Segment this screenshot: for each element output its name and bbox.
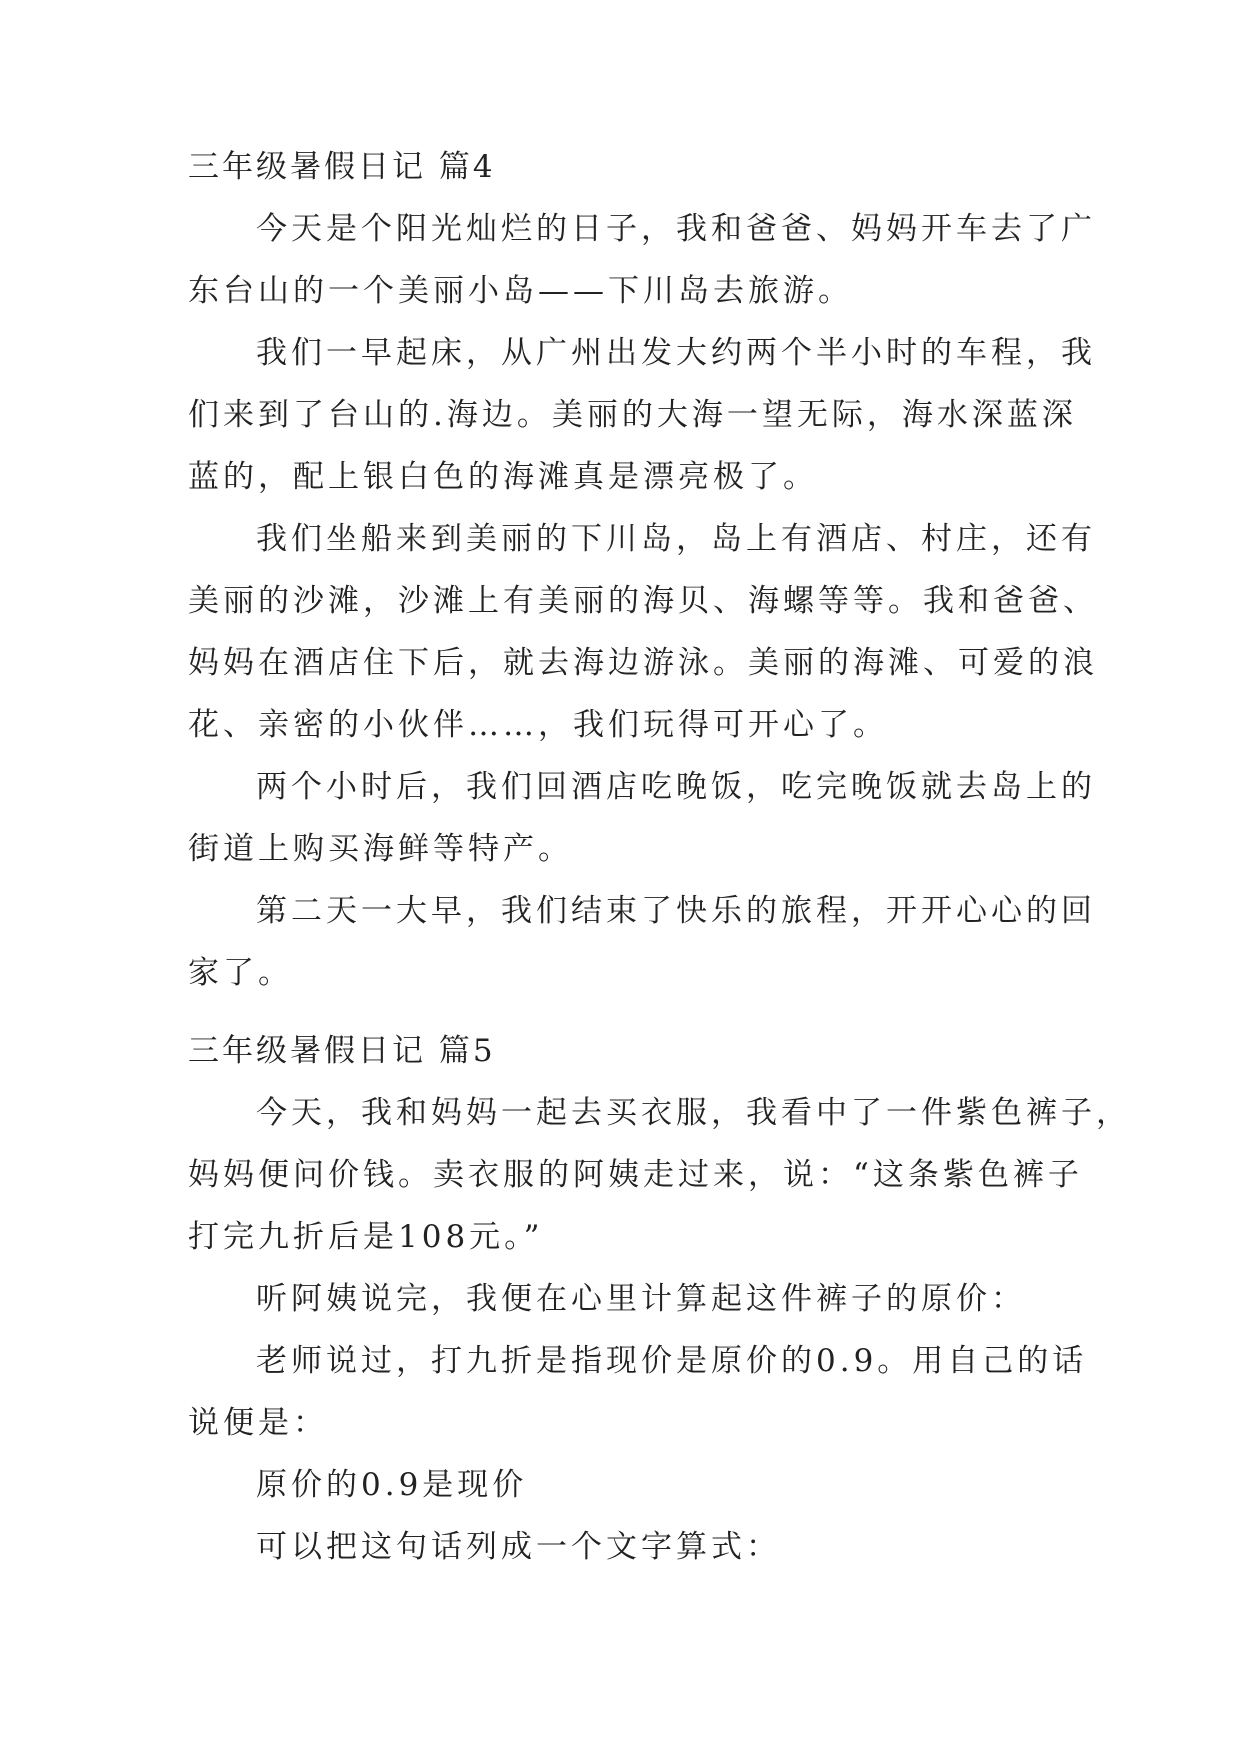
paragraph-line: 老师说过，打九折是指现价是原价的0.9。用自己的话 [256, 1343, 1088, 1379]
paragraph-line: 我们坐船来到美丽的下川岛，岛上有酒店、村庄，还有 [256, 521, 1096, 557]
paragraph-line: 原价的0.9是现价 [256, 1467, 528, 1503]
paragraph-line: 两个小时后，我们回酒店吃晚饭，吃完晚饭就去岛上的 [256, 769, 1096, 805]
section-title: 三年级暑假日记 篇4 [188, 149, 496, 185]
paragraph-line: 可以把这句话列成一个文字算式： [256, 1529, 781, 1565]
paragraph-line: 们来到了台山的.海边。美丽的大海一望无际，海水深蓝深 [188, 397, 1077, 433]
paragraph-line: 听阿姨说完，我便在心里计算起这件裤子的原价： [256, 1281, 1026, 1317]
paragraph-line: 蓝的，配上银白色的海滩真是漂亮极了。 [188, 459, 818, 495]
paragraph-line: 说便是： [188, 1405, 328, 1441]
section-title: 三年级暑假日记 篇5 [188, 1033, 496, 1069]
paragraph-line: 第二天一大早，我们结束了快乐的旅程，开开心心的回 [256, 893, 1096, 929]
diary-section-4 [188, 136, 1098, 1004]
paragraph-line: 妈妈便问价钱。卖衣服的阿姨走过来，说：“这条紫色裤子 [188, 1157, 1083, 1193]
paragraph-line: 家了。 [188, 955, 293, 991]
paragraph-line: 花、亲密的小伙伴……，我们玩得可开心了。 [188, 707, 888, 743]
paragraph-line: 今天，我和妈妈一起去买衣服，我看中了一件紫色裤子， [256, 1095, 1131, 1131]
paragraph-line: 美丽的沙滩，沙滩上有美丽的海贝、海螺等等。我和爸爸、 [188, 583, 1098, 619]
paragraph-line: 东台山的一个美丽小岛——下川岛去旅游。 [188, 273, 853, 309]
diary-section-5 [188, 1020, 1131, 1578]
paragraph-line: 妈妈在酒店住下后，就去海边游泳。美丽的海滩、可爱的浪 [188, 645, 1098, 681]
paragraph-line: 我们一早起床，从广州出发大约两个半小时的车程，我 [256, 335, 1096, 371]
paragraph-line: 今天是个阳光灿烂的日子，我和爸爸、妈妈开车去了广 [256, 211, 1096, 247]
paragraph-line: 打完九折后是108元。” [188, 1219, 544, 1255]
paragraph-line: 街道上购买海鲜等特产。 [188, 831, 573, 867]
